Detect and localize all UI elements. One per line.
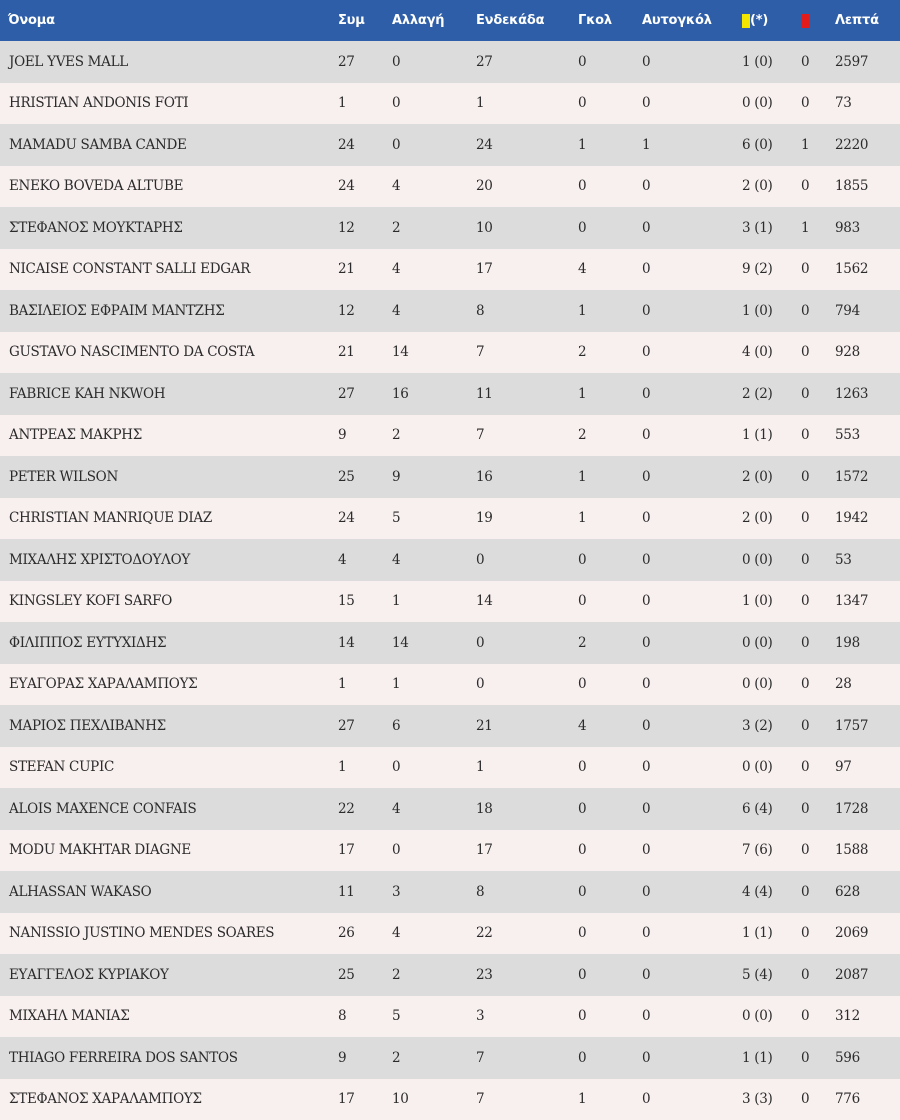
red-cards-cell: 0 — [793, 498, 827, 540]
own-goals-cell: 1 — [634, 124, 734, 166]
yellow-cards-cell: 6 (4) — [734, 788, 793, 830]
red-cards-cell: 0 — [793, 954, 827, 996]
starting-cell: 1 — [468, 747, 570, 789]
appearances-cell: 27 — [330, 705, 384, 747]
goals-cell: 1 — [570, 290, 634, 332]
minutes-cell: 1588 — [827, 830, 900, 872]
starting-cell: 27 — [468, 41, 570, 83]
substitute-cell: 2 — [384, 1037, 468, 1079]
table-row[interactable] — [0, 373, 900, 415]
substitute-cell: 3 — [384, 871, 468, 913]
player-name[interactable]: FABRICE KAH NKWOH — [0, 373, 330, 415]
player-name[interactable]: ΕΥΑΓΓΕΛΟΣ ΚΥΡΙΑΚΟΥ — [0, 954, 330, 996]
yellow-cards-cell: 0 (0) — [734, 664, 793, 706]
substitute-cell: 9 — [384, 456, 468, 498]
minutes-cell: 1728 — [827, 788, 900, 830]
yellow-cards-cell: 3 (3) — [734, 1079, 793, 1120]
own-goals-cell: 0 — [634, 249, 734, 291]
own-goals-cell: 0 — [634, 1079, 734, 1120]
own-goals-cell: 0 — [634, 373, 734, 415]
appearances-cell: 27 — [330, 41, 384, 83]
own-goals-cell: 0 — [634, 83, 734, 125]
table-row[interactable] — [0, 1037, 900, 1079]
minutes-cell: 53 — [827, 539, 900, 581]
own-goals-cell: 0 — [634, 788, 734, 830]
yellow-cards-cell: 0 (0) — [734, 622, 793, 664]
own-goals-cell: 0 — [634, 622, 734, 664]
appearances-cell: 24 — [330, 166, 384, 208]
table-row[interactable] — [0, 41, 900, 83]
yellow-cards-cell: 2 (0) — [734, 498, 793, 540]
own-goals-cell: 0 — [634, 1037, 734, 1079]
minutes-cell: 1942 — [827, 498, 900, 540]
table-row[interactable] — [0, 539, 900, 581]
substitute-cell: 0 — [384, 124, 468, 166]
yellow-cards-cell: 4 (4) — [734, 871, 793, 913]
player-name[interactable]: ΦΙΛΙΠΠΟΣ ΕΥΤΥΧΙΔΗΣ — [0, 622, 330, 664]
appearances-cell: 17 — [330, 1079, 384, 1120]
player-name[interactable]: HRISTIAN ANDONIS FOTI — [0, 83, 330, 125]
minutes-cell: 2069 — [827, 913, 900, 955]
player-name[interactable]: ΑΝΤΡΕΑΣ ΜΑΚΡΗΣ — [0, 415, 330, 457]
starting-cell: 21 — [468, 705, 570, 747]
substitute-cell: 4 — [384, 166, 468, 208]
column-header-minutes[interactable]: Λεπτά — [827, 0, 900, 41]
minutes-cell: 2087 — [827, 954, 900, 996]
yellow-cards-cell: 0 (0) — [734, 539, 793, 581]
own-goals-cell: 0 — [634, 954, 734, 996]
starting-cell: 7 — [468, 415, 570, 457]
starting-cell: 7 — [468, 1037, 570, 1079]
own-goals-cell: 0 — [634, 41, 734, 83]
goals-cell: 1 — [570, 1079, 634, 1120]
yellow-card-suffix: (*) — [750, 13, 768, 28]
own-goals-cell: 0 — [634, 830, 734, 872]
minutes-cell: 73 — [827, 83, 900, 125]
table-row[interactable] — [0, 581, 900, 623]
player-name[interactable]: MODU MAKHTAR DIAGNE — [0, 830, 330, 872]
appearances-cell: 8 — [330, 996, 384, 1038]
substitute-cell: 0 — [384, 747, 468, 789]
player-name[interactable]: STEFAN CUPIC — [0, 747, 330, 789]
minutes-cell: 553 — [827, 415, 900, 457]
player-name[interactable]: CHRISTIAN MANRIQUE DIAZ — [0, 498, 330, 540]
yellow-cards-cell: 1 (0) — [734, 290, 793, 332]
substitute-cell: 4 — [384, 788, 468, 830]
player-name[interactable]: ΕΥΑΓΟΡΑΣ ΧΑΡΑΛΑΜΠΟΥΣ — [0, 664, 330, 706]
starting-cell: 7 — [468, 1079, 570, 1120]
minutes-cell: 776 — [827, 1079, 900, 1120]
starting-cell: 20 — [468, 166, 570, 208]
appearances-cell: 9 — [330, 415, 384, 457]
table-row[interactable] — [0, 332, 900, 374]
goals-cell: 0 — [570, 166, 634, 208]
minutes-cell: 628 — [827, 871, 900, 913]
column-header-yellow-cards[interactable] — [734, 0, 793, 41]
goals-cell: 2 — [570, 622, 634, 664]
table-row[interactable] — [0, 996, 900, 1038]
minutes-cell: 28 — [827, 664, 900, 706]
yellow-cards-cell: 1 (1) — [734, 415, 793, 457]
starting-cell: 11 — [468, 373, 570, 415]
starting-cell: 7 — [468, 332, 570, 374]
own-goals-cell: 0 — [634, 996, 734, 1038]
red-cards-cell: 1 — [793, 124, 827, 166]
header-row — [0, 0, 900, 41]
substitute-cell: 4 — [384, 913, 468, 955]
minutes-cell: 983 — [827, 207, 900, 249]
column-header-starting[interactable]: Ενδεκάδα — [468, 0, 570, 41]
appearances-cell: 27 — [330, 373, 384, 415]
red-card-icon — [801, 14, 809, 28]
table-header — [0, 0, 900, 41]
substitute-cell: 5 — [384, 996, 468, 1038]
player-name[interactable]: GUSTAVO NASCIMENTO DA COSTA — [0, 332, 330, 374]
table-row[interactable] — [0, 1079, 900, 1120]
yellow-cards-cell: 4 (0) — [734, 332, 793, 374]
goals-cell: 0 — [570, 747, 634, 789]
yellow-cards-cell: 1 (1) — [734, 913, 793, 955]
player-name[interactable]: PETER WILSON — [0, 456, 330, 498]
player-name[interactable]: THIAGO FERREIRA DOS SANTOS — [0, 1037, 330, 1079]
starting-cell: 8 — [468, 871, 570, 913]
substitute-cell: 1 — [384, 581, 468, 623]
minutes-cell: 1855 — [827, 166, 900, 208]
table-row[interactable] — [0, 83, 900, 125]
player-name[interactable]: ΒΑΣΙΛΕΙΟΣ ΕΦΡΑΙΜ ΜΑΝΤΖΗΣ — [0, 290, 330, 332]
table-row[interactable] — [0, 913, 900, 955]
column-header-red-cards[interactable] — [793, 0, 827, 41]
goals-cell: 0 — [570, 41, 634, 83]
starting-cell: 10 — [468, 207, 570, 249]
starting-cell: 16 — [468, 456, 570, 498]
red-cards-cell: 0 — [793, 581, 827, 623]
table-row[interactable] — [0, 498, 900, 540]
player-name[interactable]: ALOIS MAXENCE CONFAIS — [0, 788, 330, 830]
table-row[interactable] — [0, 705, 900, 747]
goals-cell: 2 — [570, 415, 634, 457]
red-cards-cell: 0 — [793, 664, 827, 706]
starting-cell: 1 — [468, 83, 570, 125]
substitute-cell: 5 — [384, 498, 468, 540]
appearances-cell: 1 — [330, 747, 384, 789]
minutes-cell: 596 — [827, 1037, 900, 1079]
goals-cell: 0 — [570, 830, 634, 872]
red-cards-cell: 0 — [793, 373, 827, 415]
yellow-cards-cell: 2 (0) — [734, 166, 793, 208]
goals-cell: 0 — [570, 1037, 634, 1079]
starting-cell: 17 — [468, 249, 570, 291]
goals-cell: 1 — [570, 124, 634, 166]
yellow-cards-cell: 6 (0) — [734, 124, 793, 166]
goals-cell: 0 — [570, 581, 634, 623]
substitute-cell: 10 — [384, 1079, 468, 1120]
player-name[interactable]: ΣΤΕΦΑΝΟΣ ΜΟΥΚΤΑΡΗΣ — [0, 207, 330, 249]
substitute-cell: 1 — [384, 664, 468, 706]
table-row[interactable] — [0, 290, 900, 332]
yellow-cards-cell: 2 (2) — [734, 373, 793, 415]
player-name[interactable]: ΣΤΕΦΑΝΟΣ ΧΑΡΑΛΑΜΠΟΥΣ — [0, 1079, 330, 1120]
yellow-cards-cell: 1 (1) — [734, 1037, 793, 1079]
minutes-cell: 198 — [827, 622, 900, 664]
red-cards-cell: 0 — [793, 539, 827, 581]
own-goals-cell: 0 — [634, 498, 734, 540]
minutes-cell: 1562 — [827, 249, 900, 291]
minutes-cell: 928 — [827, 332, 900, 374]
starting-cell: 0 — [468, 664, 570, 706]
own-goals-cell: 0 — [634, 166, 734, 208]
minutes-cell: 1347 — [827, 581, 900, 623]
table-row[interactable] — [0, 415, 900, 457]
red-cards-cell: 0 — [793, 456, 827, 498]
red-cards-cell: 0 — [793, 1079, 827, 1120]
player-name[interactable]: ALHASSAN WAKASO — [0, 871, 330, 913]
minutes-cell: 794 — [827, 290, 900, 332]
minutes-cell: 97 — [827, 747, 900, 789]
starting-cell: 0 — [468, 539, 570, 581]
red-cards-cell: 0 — [793, 415, 827, 457]
appearances-cell: 24 — [330, 124, 384, 166]
minutes-cell: 2220 — [827, 124, 900, 166]
player-name[interactable]: KINGSLEY KOFI SARFO — [0, 581, 330, 623]
column-header-own-goals[interactable]: Αυτογκόλ — [634, 0, 734, 41]
goals-cell: 2 — [570, 332, 634, 374]
goals-cell: 0 — [570, 996, 634, 1038]
starting-cell: 19 — [468, 498, 570, 540]
table-body — [0, 41, 900, 1120]
yellow-cards-cell: 0 (0) — [734, 996, 793, 1038]
substitute-cell: 2 — [384, 207, 468, 249]
goals-cell: 0 — [570, 539, 634, 581]
table-row[interactable] — [0, 207, 900, 249]
red-cards-cell: 0 — [793, 913, 827, 955]
appearances-cell: 21 — [330, 332, 384, 374]
substitute-cell: 14 — [384, 332, 468, 374]
substitute-cell: 0 — [384, 83, 468, 125]
substitute-cell: 14 — [384, 622, 468, 664]
appearances-cell: 9 — [330, 1037, 384, 1079]
red-cards-cell: 0 — [793, 788, 827, 830]
own-goals-cell: 0 — [634, 290, 734, 332]
own-goals-cell: 0 — [634, 913, 734, 955]
red-cards-cell: 0 — [793, 166, 827, 208]
own-goals-cell: 0 — [634, 747, 734, 789]
minutes-cell: 2597 — [827, 41, 900, 83]
yellow-cards-cell: 9 (2) — [734, 249, 793, 291]
red-cards-cell: 0 — [793, 705, 827, 747]
own-goals-cell: 0 — [634, 705, 734, 747]
red-cards-cell: 0 — [793, 290, 827, 332]
own-goals-cell: 0 — [634, 415, 734, 457]
yellow-cards-cell: 1 (0) — [734, 581, 793, 623]
goals-cell: 0 — [570, 207, 634, 249]
red-cards-cell: 0 — [793, 830, 827, 872]
own-goals-cell: 0 — [634, 664, 734, 706]
player-name[interactable]: MAMADU SAMBA CANDE — [0, 124, 330, 166]
goals-cell: 0 — [570, 913, 634, 955]
appearances-cell: 21 — [330, 249, 384, 291]
table-row[interactable] — [0, 622, 900, 664]
starting-cell: 17 — [468, 830, 570, 872]
yellow-cards-cell: 5 (4) — [734, 954, 793, 996]
substitute-cell: 4 — [384, 539, 468, 581]
minutes-cell: 312 — [827, 996, 900, 1038]
appearances-cell: 1 — [330, 664, 384, 706]
goals-cell: 1 — [570, 373, 634, 415]
yellow-cards-cell: 3 (1) — [734, 207, 793, 249]
appearances-cell: 14 — [330, 622, 384, 664]
table-row[interactable] — [0, 788, 900, 830]
table-row[interactable] — [0, 166, 900, 208]
table-row[interactable] — [0, 830, 900, 872]
appearances-cell: 1 — [330, 83, 384, 125]
table-row[interactable] — [0, 871, 900, 913]
substitute-cell: 6 — [384, 705, 468, 747]
starting-cell: 0 — [468, 622, 570, 664]
red-cards-cell: 0 — [793, 249, 827, 291]
player-name[interactable]: JOEL YVES MALL — [0, 41, 330, 83]
starting-cell: 23 — [468, 954, 570, 996]
yellow-cards-cell: 7 (6) — [734, 830, 793, 872]
red-cards-cell: 0 — [793, 332, 827, 374]
goals-cell: 1 — [570, 456, 634, 498]
own-goals-cell: 0 — [634, 207, 734, 249]
own-goals-cell: 0 — [634, 539, 734, 581]
column-header-name[interactable]: Όνομα — [0, 0, 330, 41]
yellow-cards-cell: 0 (0) — [734, 747, 793, 789]
starting-cell: 24 — [468, 124, 570, 166]
red-cards-cell: 0 — [793, 83, 827, 125]
red-cards-cell: 0 — [793, 996, 827, 1038]
own-goals-cell: 0 — [634, 871, 734, 913]
player-name[interactable]: NANISSIO JUSTINO MENDES SOARES — [0, 913, 330, 955]
own-goals-cell: 0 — [634, 581, 734, 623]
starting-cell: 3 — [468, 996, 570, 1038]
starting-cell: 14 — [468, 581, 570, 623]
column-header-goals[interactable]: Γκολ — [570, 0, 634, 41]
substitute-cell: 2 — [384, 954, 468, 996]
substitute-cell: 4 — [384, 249, 468, 291]
appearances-cell: 12 — [330, 290, 384, 332]
own-goals-cell: 0 — [634, 456, 734, 498]
substitute-cell: 2 — [384, 415, 468, 457]
substitute-cell: 0 — [384, 41, 468, 83]
appearances-cell: 25 — [330, 954, 384, 996]
substitute-cell: 4 — [384, 290, 468, 332]
goals-cell: 4 — [570, 705, 634, 747]
table-row[interactable] — [0, 664, 900, 706]
appearances-cell: 15 — [330, 581, 384, 623]
appearances-cell: 26 — [330, 913, 384, 955]
goals-cell: 4 — [570, 249, 634, 291]
starting-cell: 22 — [468, 913, 570, 955]
goals-cell: 0 — [570, 871, 634, 913]
table-row[interactable] — [0, 456, 900, 498]
player-name[interactable]: ENEKO BOVEDA ALTUBE — [0, 166, 330, 208]
player-name[interactable]: NICAISE CONSTANT SALLI EDGAR — [0, 249, 330, 291]
red-cards-cell: 0 — [793, 41, 827, 83]
appearances-cell: 25 — [330, 456, 384, 498]
player-name[interactable]: ΜΑΡΙΟΣ ΠΕΧΛΙΒΑΝΗΣ — [0, 705, 330, 747]
substitute-cell: 0 — [384, 830, 468, 872]
starting-cell: 18 — [468, 788, 570, 830]
goals-cell: 1 — [570, 498, 634, 540]
player-name[interactable]: ΜΙΧΑΗΛ ΜΑΝΙΑΣ — [0, 996, 330, 1038]
minutes-cell: 1757 — [827, 705, 900, 747]
red-cards-cell: 0 — [793, 622, 827, 664]
red-cards-cell: 0 — [793, 747, 827, 789]
appearances-cell: 17 — [330, 830, 384, 872]
yellow-card-icon — [742, 14, 750, 28]
minutes-cell: 1572 — [827, 456, 900, 498]
red-cards-cell: 1 — [793, 207, 827, 249]
goals-cell: 0 — [570, 788, 634, 830]
table-row[interactable] — [0, 747, 900, 789]
column-header-substitute[interactable]: Αλλαγή — [384, 0, 468, 41]
table-row[interactable] — [0, 124, 900, 166]
column-header-appearances[interactable]: Συμ — [330, 0, 384, 41]
goals-cell: 0 — [570, 83, 634, 125]
appearances-cell: 4 — [330, 539, 384, 581]
appearances-cell: 24 — [330, 498, 384, 540]
player-name[interactable]: ΜΙΧΑΛΗΣ ΧΡΙΣΤΟΔΟΥΛΟΥ — [0, 539, 330, 581]
red-cards-cell: 0 — [793, 1037, 827, 1079]
substitute-cell: 16 — [384, 373, 468, 415]
goals-cell: 0 — [570, 954, 634, 996]
yellow-cards-cell: 2 (0) — [734, 456, 793, 498]
yellow-cards-cell: 1 (0) — [734, 41, 793, 83]
goals-cell: 0 — [570, 664, 634, 706]
table-row[interactable] — [0, 954, 900, 996]
own-goals-cell: 0 — [634, 332, 734, 374]
table-row[interactable] — [0, 249, 900, 291]
starting-cell: 8 — [468, 290, 570, 332]
appearances-cell: 22 — [330, 788, 384, 830]
minutes-cell: 1263 — [827, 373, 900, 415]
yellow-cards-cell: 3 (2) — [734, 705, 793, 747]
appearances-cell: 11 — [330, 871, 384, 913]
appearances-cell: 12 — [330, 207, 384, 249]
yellow-cards-cell: 0 (0) — [734, 83, 793, 125]
red-cards-cell: 0 — [793, 871, 827, 913]
